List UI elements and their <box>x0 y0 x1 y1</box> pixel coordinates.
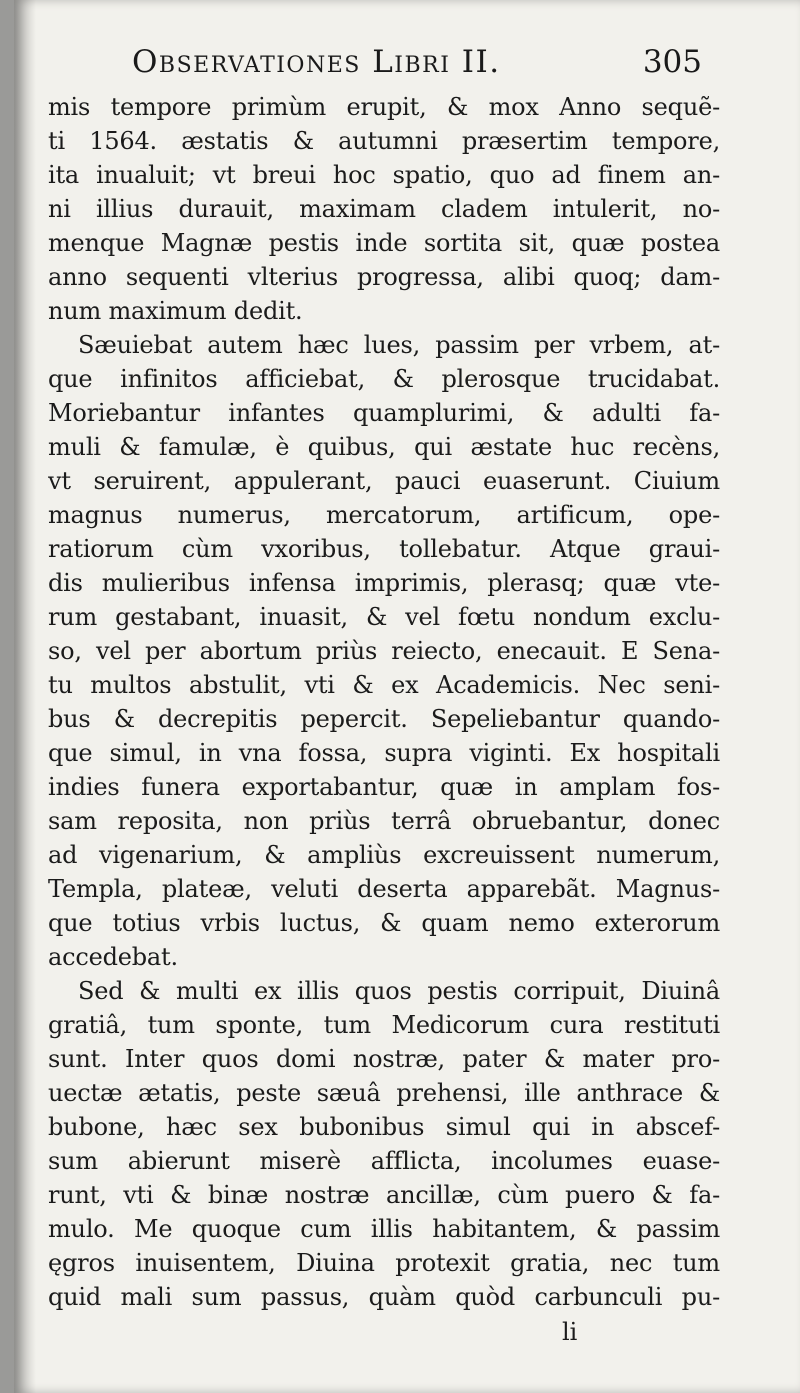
text-line: Sæuiebat autem hæc lues, passim per vrbem, at- <box>78 331 720 359</box>
text-line: magnus numerus, mercatorum, artificum, ope- <box>48 501 720 529</box>
text-line: bus & decrepitis pepercit. Sepeliebantur quando- <box>48 705 720 733</box>
running-head: Observationes Libri II. <box>132 44 501 80</box>
text-line: Sed & multi ex illis quos pestis corripuit, Diuinâ <box>78 977 720 1005</box>
text-line: sam reposita, non priùs terrâ obruebantur, donec <box>48 807 720 835</box>
text-line: ad vigenarium, & ampliùs excreuissent numerum, <box>48 841 720 869</box>
text-line: mulo. Me quoque cum illis habitantem, & passim <box>48 1215 720 1243</box>
gutter-shadow <box>14 0 36 1393</box>
text-line: sunt. Inter quos domi nostræ, pater & mater pro- <box>48 1045 720 1073</box>
text-line: quid mali sum passus, quàm quòd carbunculi pu- <box>48 1283 720 1311</box>
text-line: vt seruirent, appulerant, pauci euaserunt. Ciuium <box>48 467 720 495</box>
page-number: 305 <box>642 44 702 80</box>
text-line: uectæ ætatis, peste sæuâ prehensi, ille anthrace & <box>48 1079 720 1107</box>
text-line: bubone, hæc sex bubonibus simul qui in abscef- <box>48 1113 720 1141</box>
text-line: indies funera exportabantur, quæ in amplam fos- <box>48 773 720 801</box>
text-line: Templa, plateæ, veluti deserta apparebãt. Magnus- <box>48 875 720 903</box>
text-line: accedebat. <box>48 943 178 971</box>
text-line: gratiâ, tum sponte, tum Medicorum cura restituti <box>48 1011 720 1039</box>
book-page <box>14 0 800 1393</box>
body-text <box>48 90 720 1314</box>
text-line: anno sequenti vlterius progressa, alibi quoq; dam- <box>48 263 720 291</box>
text-line: runt, vti & binæ nostræ ancillæ, cùm puero & fa- <box>48 1181 720 1209</box>
text-line: tu multos abstulit, vti & ex Academicis. Nec seni- <box>48 671 720 699</box>
text-line: mis tempore primùm erupit, & mox Anno sequẽ- <box>48 93 720 121</box>
text-line: ęgros inuisentem, Diuina protexit gratia, nec tum <box>48 1249 720 1277</box>
text-line: so, vel per abortum priùs reiecto, enecauit. E Sena- <box>48 637 720 665</box>
page-header <box>14 44 800 84</box>
text-line: Moriebantur infantes quamplurimi, & adulti fa- <box>48 399 720 427</box>
text-line: dis mulieribus infensa imprimis, plerasq; quæ vte- <box>48 569 720 597</box>
text-line: ita inualuit; vt breui hoc spatio, quo ad finem an- <box>48 161 720 189</box>
text-line: num maximum dedit. <box>48 297 303 325</box>
text-line: que totius vrbis luctus, & quam nemo exterorum <box>48 909 720 937</box>
text-line: ti 1564. æstatis & autumni præsertim tempore, <box>48 127 720 155</box>
text-line: ni illius durauit, maximam cladem intulerit, no- <box>48 195 720 223</box>
text-line: ratiorum cùm vxoribus, tollebatur. Atque graui- <box>48 535 720 563</box>
text-line: muli & famulæ, è quibus, qui æstate huc recèns, <box>48 433 720 461</box>
text-line: sum abierunt miserè afflicta, incolumes euase- <box>48 1147 720 1175</box>
text-line: que simul, in vna fossa, supra viginti. Ex hospitali <box>48 739 720 767</box>
text-line: menque Magnæ pestis inde sortita sit, quæ postea <box>48 229 720 257</box>
text-line: que infinitos afficiebat, & plerosque trucidabat. <box>48 365 720 393</box>
text-line: rum gestabant, inuasit, & vel fœtu nondum exclu- <box>48 603 720 631</box>
catchword: li <box>562 1318 578 1346</box>
